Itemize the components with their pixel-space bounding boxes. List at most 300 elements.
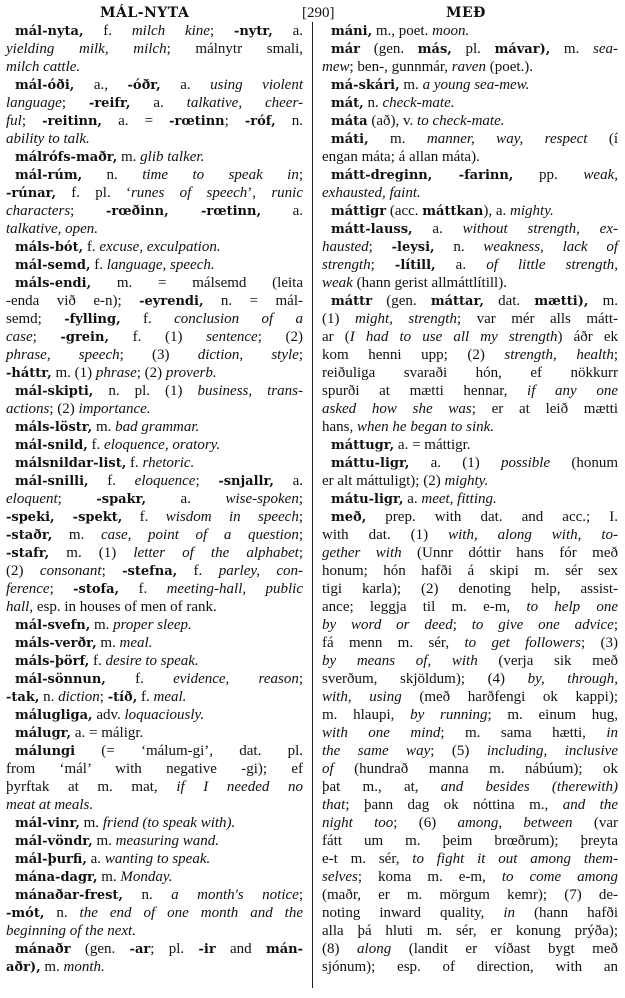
headword: máls-þörf, — [15, 654, 90, 669]
entry-text: n. — [122, 887, 172, 903]
definition-text: milch cattle. — [6, 59, 81, 75]
dictionary-entry — [6, 436, 303, 454]
entry-text: ; — [195, 473, 219, 489]
dictionary-entry — [6, 472, 303, 616]
entry-text: m. (1) — [51, 365, 96, 381]
entry-text: ; — [370, 257, 395, 273]
entry-text: hans, — [322, 419, 357, 435]
headword: mál-óði, — [15, 78, 75, 93]
dictionary-entry — [322, 22, 618, 40]
entry-line — [6, 328, 303, 346]
headword: aðr), — [6, 960, 41, 975]
definition-text: evidence, reason — [173, 671, 299, 687]
entry-line — [6, 166, 303, 184]
entry-line — [6, 868, 303, 886]
dictionary-entry — [322, 112, 618, 130]
entry-text: (gen. — [372, 293, 431, 309]
entry-text: a. = máttigr. — [394, 437, 471, 453]
definition-text: moon. — [432, 23, 470, 39]
entry-line — [6, 22, 303, 40]
entry-line — [322, 58, 618, 76]
entry-text: m. — [96, 635, 120, 651]
headword: más, — [417, 42, 452, 57]
entry-line — [322, 292, 618, 310]
dictionary-entry — [322, 508, 618, 976]
entry-text: m. = málsemd (leita — [91, 275, 303, 291]
headword: -róf, — [244, 114, 276, 129]
dictionary-entry — [6, 256, 303, 274]
entry-line — [6, 364, 303, 382]
definition-text: if I needed no — [176, 779, 303, 795]
dictionary-entry — [6, 274, 303, 382]
headword: málugliga, — [15, 708, 93, 723]
entry-line — [322, 418, 618, 436]
definition-text: by means of, with — [322, 653, 478, 669]
headword: mál-vinr, — [15, 816, 80, 831]
entry-line — [6, 418, 303, 436]
definition-text: with, along with, to- — [448, 527, 618, 543]
headword: -tíð, — [107, 690, 138, 705]
dictionary-entry — [6, 742, 303, 814]
headword: mál-vöndr, — [15, 834, 93, 849]
entry-text: m. — [117, 149, 141, 165]
entry-text: a. — [435, 257, 487, 273]
entry-text: ; — [298, 167, 303, 183]
entry-text: (Unnr dóttir hans fór með — [401, 545, 618, 561]
entry-line — [6, 184, 303, 202]
definition-text: conclusion of a — [174, 311, 304, 327]
entry-text: ar ( — [322, 329, 350, 345]
entry-line — [322, 76, 618, 94]
definition-text: a young sea-mew. — [422, 77, 530, 93]
entry-text: f. — [90, 257, 107, 273]
entry-text: ; — [298, 887, 303, 903]
entry-line — [6, 940, 303, 958]
headword: mál-semd, — [15, 258, 91, 273]
headword: -stefna, — [122, 564, 178, 579]
definition-text: check-mate. — [382, 95, 455, 111]
entry-text: f. — [87, 437, 105, 453]
entry-text: ’, — [247, 185, 272, 201]
headword: -rœtinn — [169, 114, 225, 129]
definition-text: to get followers — [464, 635, 581, 651]
dictionary-entry — [6, 148, 303, 166]
entry-line — [6, 94, 303, 112]
entry-line — [6, 652, 303, 670]
entry-text: n. — [363, 95, 383, 111]
headword: máttr — [331, 294, 373, 309]
headword: -mót, — [6, 906, 45, 921]
headword: -speki, -spekt, — [6, 510, 123, 525]
entry-line — [6, 238, 303, 256]
headword: með, — [331, 510, 367, 525]
definition-text: language — [6, 95, 62, 111]
entry-text: ; — [298, 545, 304, 561]
definition-text: milch kine — [131, 23, 210, 39]
definition-text: mighty. — [444, 473, 489, 489]
definition-text: hausted — [322, 239, 369, 255]
headword: máttu-ligr, — [331, 456, 410, 471]
entry-text: (honum — [550, 455, 618, 471]
definition-text: possible — [500, 455, 551, 471]
definition-text: characters — [6, 203, 71, 219]
entry-line — [6, 148, 303, 166]
entry-text: ; — [613, 617, 618, 633]
entry-line — [6, 580, 303, 598]
definition-text: wanting to speak. — [104, 851, 211, 867]
definition-text: eloquent — [6, 491, 58, 507]
entry-text: a. — [160, 77, 211, 93]
dictionary-entry — [6, 238, 303, 256]
entry-line — [322, 274, 618, 292]
dictionary-entry — [6, 868, 303, 886]
dictionary-entry — [6, 850, 303, 868]
headword: mál-skipti, — [15, 384, 94, 399]
entry-line — [322, 850, 618, 868]
entry-text: a. — [130, 95, 187, 111]
entry-line — [322, 616, 618, 634]
page-number: [290] — [302, 5, 335, 21]
definition-text: of little strength, — [486, 257, 618, 273]
headword: -staðr, — [6, 528, 53, 543]
entry-text: ; — [224, 113, 245, 129]
entry-text: (poet.). — [485, 59, 534, 75]
entry-line — [6, 346, 303, 364]
entry-line — [6, 598, 303, 616]
entry-text: (hundrað manna m. nábúum); ok — [333, 761, 618, 777]
dictionary-entry — [6, 382, 303, 418]
right-column — [322, 22, 618, 976]
entry-line — [322, 472, 618, 490]
dictionary-entry — [6, 454, 303, 472]
entry-text: (gen. — [70, 941, 130, 957]
definition-text: to give one advice — [471, 617, 614, 633]
definition-text: rhetoric. — [142, 455, 195, 471]
definition-text: talkative, cheer- — [186, 95, 303, 111]
headword: má-skári, — [331, 78, 400, 93]
entry-line — [6, 742, 303, 760]
dictionary-entry — [6, 670, 303, 706]
definition-text: by, through, — [527, 671, 618, 687]
headword: máttkan — [422, 204, 484, 219]
entry-text: m. hlaupi, — [322, 707, 411, 723]
entry-line — [322, 346, 618, 364]
entry-text: (í — [587, 131, 618, 147]
entry-line — [322, 490, 618, 508]
entry-line — [322, 256, 618, 274]
definition-text: Monday. — [120, 869, 173, 885]
dictionary-entry — [322, 436, 618, 454]
entry-text: m. — [97, 869, 121, 885]
entry-text: a. — [86, 851, 105, 867]
entry-line — [6, 40, 303, 58]
entry-line — [322, 364, 618, 382]
definition-text: yielding milk, milch — [6, 41, 167, 57]
entry-line — [322, 652, 618, 670]
entry-line — [6, 202, 303, 220]
headword: mætti), — [534, 294, 589, 309]
entry-text: f. — [119, 581, 167, 597]
definition-text: might, strength — [354, 311, 457, 327]
headword: málsnildar-list, — [15, 456, 127, 471]
definition-text: eloquence, oratory. — [104, 437, 221, 453]
entry-text: pp. — [513, 167, 584, 183]
definition-text: by running — [410, 707, 488, 723]
entry-text: (= ‘málum-gi’, dat. pl. — [75, 743, 303, 759]
entry-line — [6, 310, 303, 328]
headword: máls-verðr, — [15, 636, 97, 651]
headword: mávar), — [494, 42, 551, 57]
headword: -rœðinn, -rœtinn, — [105, 204, 261, 219]
entry-text: ) áðr ek — [557, 329, 618, 345]
entry-text: ; m. sama hætti, — [440, 725, 607, 741]
definition-text: along — [357, 941, 392, 957]
entry-line — [6, 922, 303, 940]
definition-text: and the — [562, 797, 619, 813]
entry-text: a., — [74, 77, 128, 93]
entry-text: a. — [272, 23, 304, 39]
entry-text: (hann gerist allmáttlítill). — [352, 275, 507, 291]
entry-text: ; — [298, 491, 303, 507]
headword: -spakr, — [96, 492, 147, 507]
headword: -stofa, — [73, 582, 120, 597]
definition-text: a month's notice — [171, 887, 299, 903]
definition-text: time to speak in — [142, 167, 299, 183]
entry-line — [6, 112, 303, 130]
definition-text: desire to speak. — [105, 653, 199, 669]
definition-text: bad grammar. — [115, 419, 200, 435]
headword: mál-nyta, — [15, 24, 84, 39]
entry-text: ; — [57, 491, 97, 507]
entry-text: tigi karla); (2) denoting help, assist- — [322, 581, 618, 597]
headword: már — [331, 42, 361, 57]
entry-text: ; þann dag ok nóttina m., — [345, 797, 563, 813]
entry-line — [322, 544, 618, 562]
entry-text: a. — [146, 491, 226, 507]
entry-line — [6, 544, 303, 562]
definition-text: excuse, exculpation. — [99, 239, 221, 255]
entry-text: (1) — [322, 311, 355, 327]
entry-text: a. — [260, 203, 303, 219]
definition-text: meal. — [119, 635, 153, 651]
entry-line — [322, 508, 618, 526]
entry-line — [322, 580, 618, 598]
entry-text: ; — [61, 95, 89, 111]
headword: máttigr — [331, 204, 387, 219]
entry-text: m. (1) — [49, 545, 134, 561]
entry-line — [6, 274, 303, 292]
entry-text: kom henni upp; (2) — [322, 347, 505, 363]
headword: mál-rúm, — [15, 168, 83, 183]
definition-text: strength — [322, 257, 371, 273]
entry-line — [322, 310, 618, 328]
running-head-right: MEÐ — [446, 5, 486, 21]
headword: mál-snild, — [15, 438, 88, 453]
entry-line — [322, 400, 618, 418]
dictionary-entry — [6, 22, 303, 76]
definition-text: month. — [63, 959, 105, 975]
definition-text: meat at meals. — [6, 797, 94, 813]
headword: mátt-dreginn, -farinn, — [331, 168, 514, 183]
entry-text: n. = mál- — [203, 293, 304, 309]
entry-text: n. pl. (1) — [93, 383, 198, 399]
entry-line — [322, 634, 618, 652]
headword: mán- — [265, 942, 303, 957]
dictionary-entry — [322, 202, 618, 220]
entry-text: (2) — [6, 563, 40, 579]
dictionary-entry — [6, 832, 303, 850]
entry-line — [322, 40, 618, 58]
headword: málrófs-maðr, — [15, 150, 118, 165]
entry-text: -enda við e-n); — [6, 293, 140, 309]
headword: -ir — [198, 942, 216, 957]
entry-line — [6, 778, 303, 796]
headword: -leysi, — [391, 240, 435, 255]
entry-line — [322, 148, 618, 166]
entry-text: a. (1) — [409, 455, 501, 471]
entry-text: ; — [298, 671, 303, 687]
definition-text: if any one — [527, 383, 618, 399]
entry-text: ; (5) — [430, 743, 487, 759]
entry-text: m. — [399, 77, 423, 93]
entry-text: ; — [49, 581, 74, 597]
definition-text: beginning of the next. — [6, 923, 136, 939]
definition-text: actions — [6, 401, 50, 417]
entry-line — [6, 958, 303, 976]
entry-text: m. — [90, 617, 114, 633]
definition-text: diction — [58, 689, 100, 705]
entry-line — [322, 904, 618, 922]
entry-line — [6, 76, 303, 94]
dictionary-entry — [322, 76, 618, 94]
headword: mátt-lauss, — [331, 222, 413, 237]
definition-text: phrase — [95, 365, 137, 381]
definition-text: the end of one month and the — [79, 905, 303, 921]
headword: -tak, — [6, 690, 40, 705]
entry-line — [6, 130, 303, 148]
entry-line — [6, 382, 303, 400]
dictionary-entry — [6, 634, 303, 652]
headword: málugr, — [15, 726, 72, 741]
entry-line — [322, 454, 618, 472]
definition-text: to help one — [526, 599, 619, 615]
entry-line — [6, 562, 303, 580]
entry-line — [322, 868, 618, 886]
entry-text: m., poet. — [372, 23, 433, 39]
headword: máls-endi, — [15, 276, 92, 291]
entry-text: (hann hafði — [515, 905, 618, 921]
definition-text: hall — [6, 599, 30, 615]
definition-text: including, inclusive — [486, 743, 618, 759]
dictionary-entry — [6, 814, 303, 832]
definition-text: using violent — [210, 77, 303, 93]
column-divider — [312, 22, 313, 988]
entry-text: fá menn m. sér, — [322, 635, 465, 651]
definition-text: eloquence — [134, 473, 196, 489]
entry-text: ; — [298, 527, 303, 543]
entry-text: f. — [105, 671, 174, 687]
entry-text: ; — [368, 239, 392, 255]
dictionary-entry — [6, 76, 303, 148]
entry-line — [6, 454, 303, 472]
entry-text: ; (2) — [257, 329, 303, 345]
headword: mál-svefn, — [15, 618, 91, 633]
headword: -háttr, — [6, 366, 52, 381]
entry-text: ; m. einum hug, — [487, 707, 618, 723]
entry-text: (verja sik með — [477, 653, 618, 669]
dictionary-entry — [6, 886, 303, 940]
entry-text: alla þá hluti m. sér, er konung prýða); — [322, 923, 618, 939]
headword: -reifr, — [88, 96, 131, 111]
headword: máls-bót, — [15, 240, 84, 255]
definition-text: importance. — [78, 401, 151, 417]
headword: mánaðar-frest, — [15, 888, 123, 903]
definition-text: ference — [6, 581, 50, 597]
entry-text: þat m., at, — [322, 779, 441, 795]
definition-text: with, using — [322, 689, 402, 705]
entry-line — [6, 814, 303, 832]
definition-text: case — [6, 329, 33, 345]
definition-text: meeting-hall, public — [166, 581, 304, 597]
definition-text: runic — [271, 185, 303, 201]
entry-line — [6, 256, 303, 274]
definition-text: weak — [322, 275, 353, 291]
headword: -fylling, — [64, 312, 121, 327]
dictionary-entry — [6, 706, 303, 724]
entry-text: f. — [177, 563, 219, 579]
definition-text: without strength, ex- — [462, 221, 618, 237]
definition-text: I had to use all my strength — [349, 329, 558, 345]
entry-line — [6, 508, 303, 526]
entry-line — [322, 814, 618, 832]
entry-line — [6, 832, 303, 850]
entry-text: f. — [83, 239, 100, 255]
entry-line — [6, 436, 303, 454]
headword: -grein, — [60, 330, 109, 345]
entry-text: ; — [21, 113, 43, 129]
entry-text: m. — [40, 959, 64, 975]
entry-text: ; (2) — [136, 365, 166, 381]
entry-text: ; — [298, 347, 303, 363]
running-head-left: MÁL-NYTA — [100, 5, 190, 21]
definition-text: measuring wand. — [115, 833, 219, 849]
definition-text: by word or deed — [322, 617, 453, 633]
definition-text: wise-spoken — [225, 491, 299, 507]
entry-text: ; — [613, 347, 618, 363]
entry-text: f. (1) — [108, 329, 207, 345]
entry-line — [6, 724, 303, 742]
entry-text: m. — [52, 527, 101, 543]
definition-text: friend (to speak with). — [102, 815, 236, 831]
entry-line — [322, 202, 618, 220]
entry-text: n. — [44, 905, 80, 921]
headword: máta — [331, 114, 368, 129]
definition-text: of — [322, 761, 334, 777]
definition-text: weak, — [583, 167, 618, 183]
entry-text: (gen. — [360, 41, 418, 57]
headword: mána-dagr, — [15, 870, 98, 885]
headword: máttar, — [430, 294, 484, 309]
entry-text: ; var mér alls mátt- — [456, 311, 618, 327]
dictionary-entry — [322, 220, 618, 292]
entry-text: a. = — [101, 113, 170, 129]
headword: máls-löstr, — [15, 420, 93, 435]
entry-line — [322, 166, 618, 184]
entry-text: f. — [120, 311, 175, 327]
left-column — [6, 22, 303, 976]
headword: -reitinn, — [42, 114, 102, 129]
dictionary-entry — [6, 652, 303, 670]
